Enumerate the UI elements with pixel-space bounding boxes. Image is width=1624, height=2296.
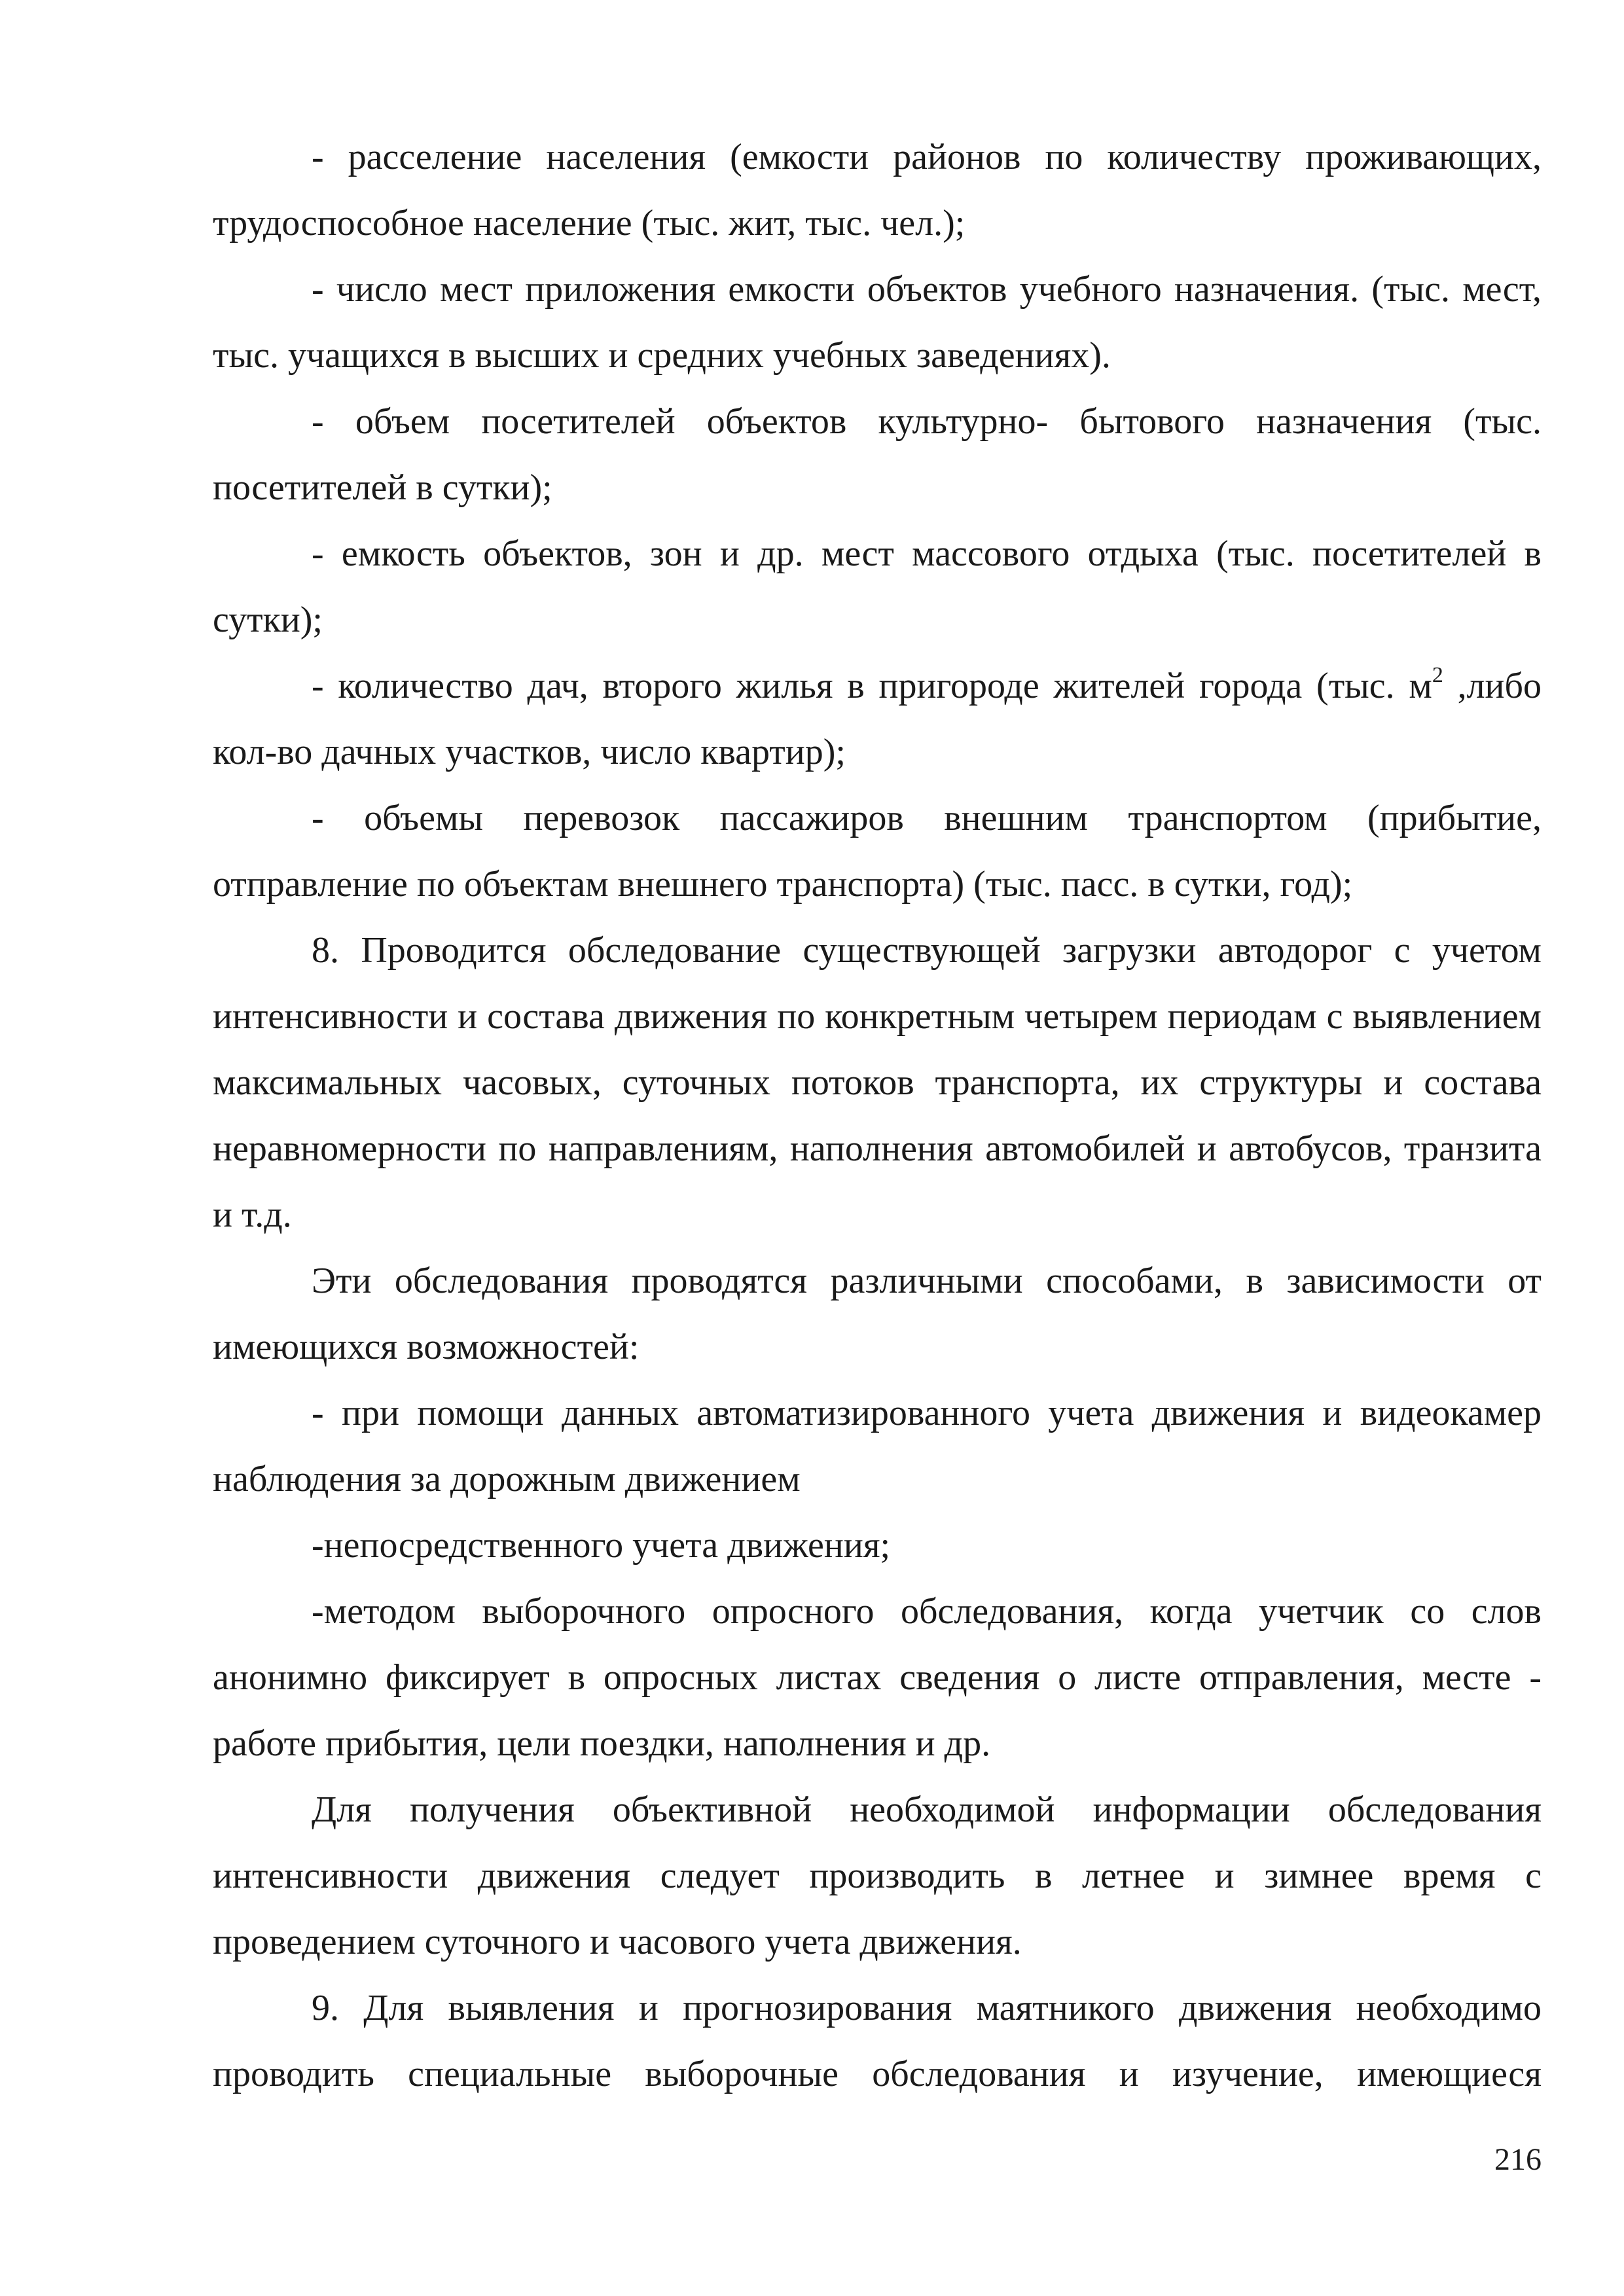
paragraph-sample-survey: -методом выборочного опросного обследования, когда учетчик со слов анонимно фиксирует в опросных листах сведения о листе отправления, месте - работе прибытия, цели поездки, наполнения и др. <box>213 1591 1542 1764</box>
superscript-two: 2 <box>1432 663 1443 688</box>
paragraph-survey-methods: Эти обследования проводятся различными способами, в зависимости от имеющихся возможностей: <box>213 1261 1542 1367</box>
paragraph-recreation-capacity: - емкость объектов, зон и др. мест массового отдыха (тыс. посетителей в сутки); <box>213 533 1542 640</box>
paragraph-seasonal-survey: Для получения объективной необходимой информации обследования интенсивности движения следует производить в летнее и зимнее время с проведением суточного и часового учета движения. <box>213 1789 1542 1962</box>
paragraph-item-9: 9. Для выявления и прогнозирования маятникого движения необходимо проводить специальные выборочные обследования и изучение, имеющиеся <box>213 1988 1542 2094</box>
paragraph-dachas-text-1: - количество дач, второго жилья в пригороде жителей города (тыс. м <box>312 666 1432 706</box>
document-page <box>213 124 1542 2232</box>
paragraph-cultural-visitors: - объем посетителей объектов культурно- бытового назначения (тыс. посетителей в сутки); <box>213 401 1542 508</box>
paragraph-direct-count: -непосредственного учета движения; <box>312 1525 891 1566</box>
paragraph-settlement: - расселение населения (емкости районов по количеству проживающих, трудоспособное население (тыс. жит, тыс. чел.); <box>213 137 1542 243</box>
paragraph-education-capacity: - число мест приложения емкости объектов учебного назначения. (тыс. мест, тыс. учащихся в высших и средних учебных заведениях). <box>213 269 1542 376</box>
paragraph-dachas-text-2: ,либо кол-во дачных участков, число квартир); <box>213 666 1542 772</box>
page-number: 216 <box>1494 2142 1542 2177</box>
paragraph-automated-count: - при помощи данных автоматизированного учета движения и видеокамер наблюдения за дорожным движением <box>213 1393 1542 1499</box>
paragraph-item-8: 8. Проводится обследование существующей загрузки автодорог с учетом интенсивности и состава движения по конкретным четырем периодам с выявлением максимальных часовых, суточных потоков транспорта, их структуры и состава неравномерности по направлениям, наполнения автомобилей и автобусов, транзита и т.д. <box>213 930 1542 1235</box>
paragraph-external-transport: - объемы перевозок пассажиров внешним транспортом (прибытие, отправление по объектам внешнего транспорта) (тыс. пасс. в сутки, год); <box>213 798 1542 905</box>
paragraph-dachas <box>213 653 1542 785</box>
